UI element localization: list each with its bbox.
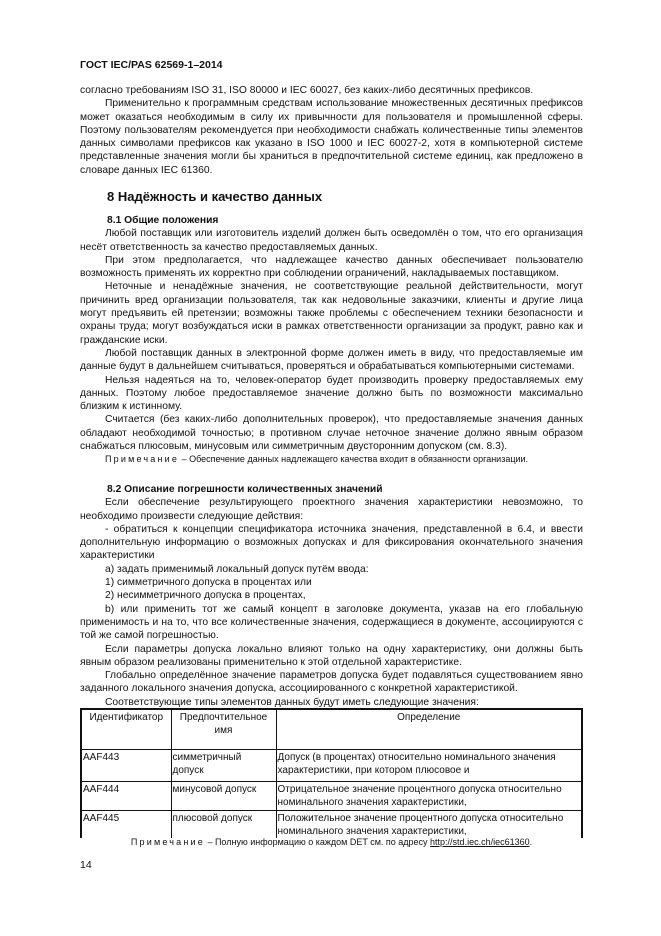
paragraph: Считается (без каких-либо дополнительных проверок), что предоставляемые значения данных обладают необходимой точностью; в противном случае неточное значение должно явным образом снабжаться плюсовым, минусовым или симметричным двусторонним допуском (см. 8.3).	[80, 414, 583, 453]
section-8-2-heading: 8.2 Описание погрешности количественных значений	[107, 484, 383, 495]
note-label: Примечание	[105, 454, 180, 465]
document-header: ГОСТ IEC/PAS 62569-1–2014	[80, 59, 223, 71]
paragraph: Если параметры допуска локально влияют только на одну характеристику, они должны быть явным образом реализованы применительно к этой отдельной характеристике.	[80, 643, 583, 668]
section-8-2	[80, 483, 583, 709]
paragraph: Любой поставщик или изготовитель изделий должен быть осведомлён о том, что его организация несёт ответственность за качество предоставляемых данных.	[80, 228, 583, 253]
paragraph: Любой поставщик данных в электронной форме должен иметь в виду, что предоставляемые им данные будут в дальнейшем считываться, проверяться и обрабатываться компьютерными системами.	[80, 347, 583, 373]
paragraph: Применительно к программным средствам использование множественных десятичных префиксов может оказаться необходимым в силу их привычности для пользователя и промышленной сферы. Поэтому пользователям рекомендуется при необходимости снабжать количественные типы элементов данных символами префиксов как указано в ISO 1000 и IEC 60027-2, хотя в компьютерной системе представленные значения могли бы храниться в предпочтительной системе единиц, как предложено в словаре данных IEC 61360.	[80, 98, 583, 176]
table-row	[81, 750, 582, 782]
section-8-1	[80, 214, 583, 467]
list-item: 1) симметричного допуска в процентах или	[105, 577, 312, 589]
paragraph: - обратиться к концепции спецификатора источника значения, представленной в 6.4, и ввести дополнительную информацию о возможных допусках и для фиксирования окончательного значения характеристики	[80, 523, 583, 562]
table-row	[81, 782, 582, 811]
list-item: а) задать применимый локальный допуск путём ввода:	[105, 563, 369, 575]
note-end: .	[529, 837, 533, 847]
det-table-wrapper	[78, 706, 586, 838]
cell-name: плюсовой допуск	[171, 811, 276, 839]
note-text: – Полную информацию о каждом DET см. по адресу	[204, 837, 431, 847]
cell-identifier: AAF444	[81, 782, 171, 811]
cell-definition: Допуск (в процентах) относительно номинального значения характеристики, при котором плюсовое и	[276, 750, 582, 782]
paragraph: b) или применить тот же самый концепт в заголовке документа, указав на его глобальную применимость и на то, что все количественные значения, содержащиеся в документе, ассоциируются с той же самой погрешностью.	[80, 603, 583, 642]
cell-identifier: AAF443	[81, 750, 171, 782]
det-table	[80, 708, 583, 838]
cell-name: симметричный допуск	[171, 750, 276, 782]
paragraph: согласно требованиям ISO 31, ISO 80000 и IEC 60027, без каких-либо десятичных префиксов.	[80, 85, 534, 96]
header-preferred-name: Предпочтительное имя	[171, 709, 276, 750]
paragraph: При этом предполагается, что надлежащее качество данных обеспечивает пользователю возможность применять их корректно при соблюдении ограничений, накладываемых поставщиком.	[80, 254, 583, 280]
paragraph: Неточные и ненадёжные значения, не соответствующие реальной действительности, могут причинить вред организации пользователя, так как недовольные заказчики, клиенты и другие лица могут предъявить ей претензии; возможны также проблемы с обеспечением техники безопасности и охраны труда; могут возбуждаться иски в рамках ответственности организации за продукт, равно как и гражданские иски.	[80, 281, 583, 346]
page-number: 14	[80, 859, 92, 871]
cell-identifier: AAF445	[81, 811, 171, 839]
header-definition: Определение	[276, 709, 582, 750]
paragraph: Нельзя надеяться на то, человек-оператор будет производить проверку предоставляемых ему данных. Поэтому любое предоставляемое значение должно быть по возможности максимально близким к истинному.	[80, 374, 583, 413]
cell-definition: Положительное значение процентного допуска относительно номинального значения характеристики,	[276, 811, 582, 839]
note-text: – Обеспечение данных надлежащего качества входит в обязанности организации.	[179, 454, 529, 465]
footnote	[80, 837, 583, 847]
list-item: 2) несимметричного допуска в процентах,	[105, 590, 306, 602]
cell-definition: Отрицательное значение процентного допуска относительно номинального значения характеристики,	[276, 782, 582, 811]
note-label: Примечание	[130, 837, 205, 847]
table-row	[81, 811, 582, 839]
iec-link[interactable]: http://std.iec.ch/iec61360	[430, 837, 530, 847]
note	[80, 453, 583, 466]
section-8-heading: 8 Надёжность и качество данных	[107, 189, 323, 204]
intro-text	[80, 84, 583, 177]
paragraph: Соответствующие типы элементов данных будут иметь следующие значения:	[105, 696, 479, 708]
paragraph: Если обеспечение результирующего проектного значения характеристики невозможно, то необходимо произвести следующие действия:	[80, 497, 583, 522]
table-header-row	[81, 709, 582, 750]
paragraph: Глобально определённое значение параметров допуска будет подавляться существованием явно заданного локального значения допуска, ассоциированного с конкретной характеристикой.	[80, 670, 583, 695]
header-identifier: Идентификатор	[81, 709, 171, 750]
cell-name: минусовой допуск	[171, 782, 276, 811]
section-8-1-heading: 8.1 Общие положения	[107, 215, 219, 226]
